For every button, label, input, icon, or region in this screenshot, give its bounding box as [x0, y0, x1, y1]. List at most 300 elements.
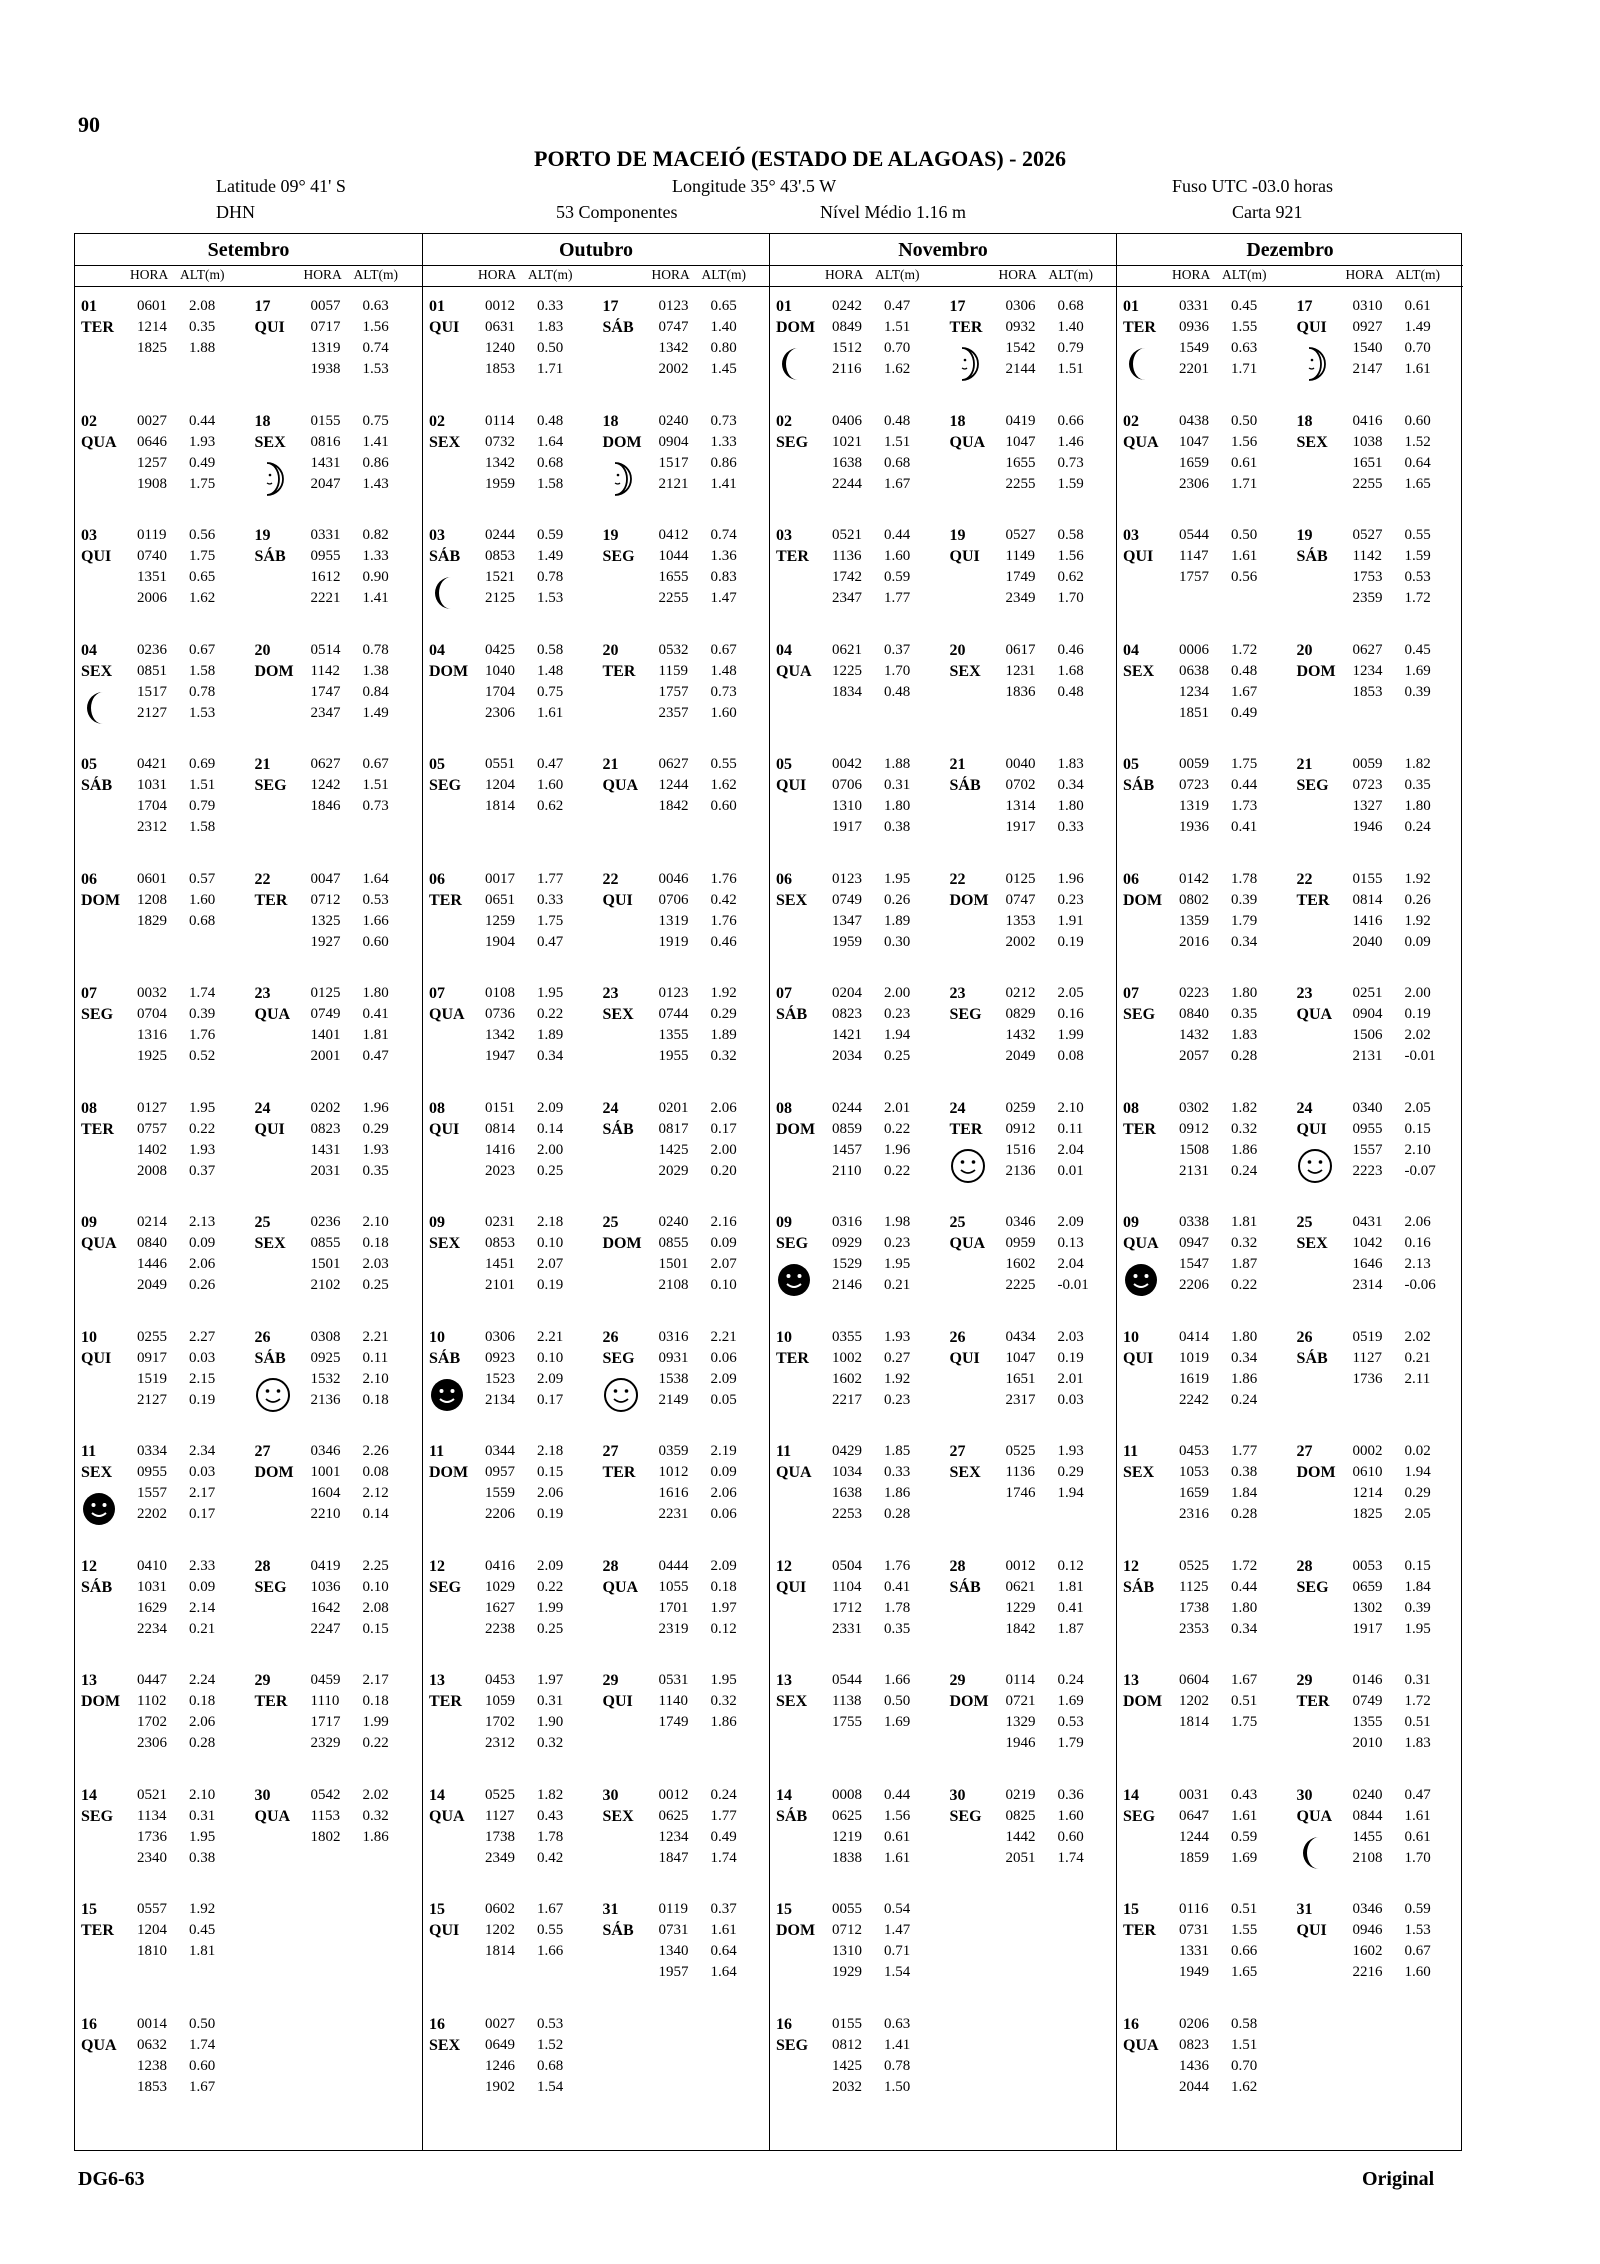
weekday: QUA	[1296, 1006, 1333, 1023]
tide-row	[832, 1848, 924, 1869]
tide-height: 0.31	[884, 777, 911, 793]
tide-height: 0.41	[362, 1006, 389, 1022]
tide-row	[311, 359, 403, 380]
tide-height: 1.80	[362, 985, 389, 1001]
tide-height: 2.07	[537, 1256, 564, 1272]
tide-time: 2319	[658, 1620, 689, 1637]
tide-height: 0.69	[189, 756, 216, 772]
tide-row	[1006, 661, 1098, 682]
tide-row	[1353, 754, 1445, 775]
tide-time: 1532	[310, 1370, 341, 1387]
tide-height: 1.60	[1404, 1964, 1431, 1980]
tide-row	[137, 754, 229, 775]
tide-time: 0955	[310, 548, 341, 564]
weekday: SÁB	[429, 1349, 461, 1367]
tide-list	[1353, 1441, 1445, 1525]
day-entry	[1123, 296, 1289, 407]
tide-time: 1019	[1179, 1349, 1209, 1366]
tide-height: 2.04	[1057, 1141, 1084, 1158]
tide-time: 0346	[1005, 1214, 1036, 1230]
tide-row	[485, 1691, 577, 1712]
tide-time: 1612	[310, 569, 341, 585]
waning-crescent-icon	[81, 690, 117, 726]
tide-row	[1006, 682, 1098, 703]
day-number: 25	[254, 1214, 271, 1231]
tide-row	[1006, 525, 1098, 546]
day-number: 10	[776, 1328, 792, 1346]
tide-row	[137, 338, 229, 359]
tide-list	[832, 1556, 924, 1640]
tide-list	[311, 1556, 403, 1640]
tide-time: 0731	[1179, 1922, 1209, 1938]
day-entry	[429, 525, 595, 636]
tide-height: 1.58	[537, 475, 564, 492]
tide-height: 2.06	[537, 1485, 564, 1501]
day-entry	[81, 983, 247, 1094]
day-entry	[255, 1098, 421, 1209]
tide-row	[1353, 640, 1445, 661]
tide-height: 1.49	[1404, 319, 1431, 335]
tide-height: 1.96	[1057, 870, 1084, 887]
tide-row	[485, 411, 577, 432]
tide-height: 1.86	[710, 1714, 737, 1730]
day-entry	[81, 1785, 247, 1896]
tide-height: 0.18	[362, 1391, 389, 1408]
tide-row	[137, 1577, 229, 1598]
tide-time: 0406	[832, 412, 862, 429]
tide-row	[485, 682, 577, 703]
tide-time: 0747	[1005, 891, 1036, 908]
day-number: 18	[949, 412, 966, 430]
tide-time: 0429	[832, 1443, 862, 1459]
tide-height: 0.02	[1404, 1443, 1431, 1459]
tide-height: 0.41	[884, 1578, 911, 1595]
tide-time: 0527	[1005, 527, 1036, 543]
tide-list	[137, 1556, 229, 1640]
tide-height: 0.47	[537, 933, 564, 950]
tide-list	[1006, 640, 1098, 703]
tide-row	[1179, 1046, 1271, 1067]
tide-list	[311, 1098, 403, 1182]
tide-row	[311, 661, 403, 682]
tide-height: 1.40	[1057, 319, 1084, 335]
tide-height: 1.66	[362, 912, 389, 929]
weekday: QUI	[949, 548, 980, 565]
tide-row	[1179, 296, 1271, 317]
tide-height: 0.19	[1404, 1006, 1431, 1022]
column-header	[304, 267, 399, 283]
weekday: SEG	[429, 1578, 462, 1596]
day-number: 12	[81, 1557, 97, 1575]
tide-time: 0047	[310, 870, 341, 887]
tide-row	[832, 754, 924, 775]
tide-row	[659, 1140, 751, 1161]
tide-height: 2.00	[537, 1141, 564, 1158]
day-number: 15	[429, 1901, 445, 1918]
tide-row	[659, 1962, 751, 1983]
tide-time: 1538	[658, 1370, 689, 1387]
tide-height: 0.29	[710, 1006, 737, 1022]
tide-time: 1602	[1005, 1256, 1036, 1272]
tide-time: 0125	[310, 985, 341, 1001]
tide-list	[1179, 869, 1271, 953]
day-entry	[81, 869, 247, 980]
tide-row	[311, 1046, 403, 1067]
tide-time: 2023	[485, 1162, 515, 1179]
day-number: 01	[776, 298, 792, 315]
day-number: 13	[429, 1672, 445, 1689]
weekday: TER	[254, 891, 288, 909]
weekday: QUI	[81, 1349, 112, 1367]
day-entry	[1297, 1785, 1463, 1896]
day-entry	[950, 869, 1116, 980]
tide-list	[485, 1556, 577, 1640]
tide-time: 1421	[832, 1027, 862, 1043]
tide-row	[659, 703, 751, 724]
day-entry	[429, 1327, 595, 1438]
tide-row	[137, 1619, 229, 1640]
tide-list	[659, 1327, 751, 1411]
tide-time: 1231	[1005, 662, 1036, 679]
tide-row	[311, 1025, 403, 1046]
weekday: SEG	[1123, 1807, 1156, 1825]
tide-height: 2.08	[189, 298, 216, 314]
tide-height: 1.51	[884, 433, 911, 450]
tide-row	[311, 1327, 403, 1348]
tide-height: 1.62	[189, 590, 216, 606]
tide-height: 1.67	[189, 2078, 216, 2095]
alt-header: ALT(m)	[353, 267, 398, 282]
tide-height: 1.71	[1231, 475, 1258, 492]
tide-row	[311, 525, 403, 546]
tide-height: 1.41	[362, 433, 389, 450]
tide-height: 0.42	[710, 891, 737, 908]
day-entry	[255, 983, 421, 1094]
day-entry	[429, 754, 595, 865]
tide-height: 0.90	[362, 569, 389, 585]
tide-row	[832, 2014, 924, 2035]
day-entry	[1297, 1670, 1463, 1781]
tide-row	[832, 546, 924, 567]
tide-row	[1006, 1275, 1098, 1296]
tide-list	[1179, 1212, 1271, 1296]
tide-height: 1.78	[537, 1828, 564, 1845]
tide-height: 0.52	[189, 1048, 216, 1064]
tide-time: 1834	[832, 683, 862, 700]
tide-row	[137, 525, 229, 546]
tide-height: 1.80	[1231, 1328, 1258, 1345]
tide-row	[832, 1004, 924, 1025]
tide-height: 0.32	[1231, 1235, 1258, 1251]
tide-row	[1179, 1441, 1271, 1462]
weekday: QUA	[949, 433, 986, 451]
weekday: TER	[1123, 1120, 1156, 1138]
tide-row	[832, 338, 924, 359]
tide-row	[1179, 775, 1271, 796]
tide-row	[832, 453, 924, 474]
tide-time: 0717	[310, 319, 341, 335]
tide-time: 1153	[310, 1807, 340, 1824]
tide-height: 1.66	[537, 1943, 564, 1959]
day-number: 09	[81, 1214, 97, 1231]
tide-time: 0855	[310, 1235, 341, 1251]
day-number: 08	[1123, 1099, 1139, 1117]
tide-time: 1202	[1179, 1693, 1209, 1709]
day-number: 15	[81, 1901, 97, 1918]
tide-time: 1319	[658, 912, 689, 929]
tide-row	[1006, 359, 1098, 380]
tide-height: 0.35	[189, 319, 216, 335]
tide-time: 0955	[1352, 1120, 1383, 1137]
tide-row	[1179, 546, 1271, 567]
tide-time: 0108	[485, 985, 515, 1001]
tide-list	[659, 1098, 751, 1182]
full-moon-icon	[1297, 1148, 1333, 1184]
day-number: 06	[429, 870, 445, 888]
tide-time: 0412	[658, 527, 689, 543]
tide-height: 0.59	[884, 569, 911, 585]
tide-row	[137, 1462, 229, 1483]
tide-row	[311, 1691, 403, 1712]
day-entry	[603, 983, 769, 1094]
day-number: 28	[1296, 1557, 1313, 1575]
tide-time: 2255	[1005, 475, 1036, 492]
longitude-label: Longitude 35° 43'.5 W	[672, 176, 837, 196]
tide-time: 1904	[485, 933, 515, 950]
tide-height: 1.61	[1404, 1807, 1431, 1824]
tide-height: 2.09	[1057, 1214, 1084, 1230]
tide-time: 0904	[1352, 1006, 1383, 1022]
tide-height: 0.34	[537, 1048, 564, 1064]
tide-height: 1.61	[710, 1922, 737, 1938]
tide-row	[311, 1441, 403, 1462]
tide-row	[485, 546, 577, 567]
tide-time: 1917	[832, 819, 862, 835]
tide-list	[659, 869, 751, 953]
column-header	[1346, 267, 1441, 283]
waning-crescent-icon	[429, 575, 465, 611]
tide-row	[485, 1119, 577, 1140]
tide-row	[485, 453, 577, 474]
full-moon-icon	[255, 1377, 291, 1413]
tide-height: 2.06	[710, 1099, 737, 1116]
tide-row	[659, 338, 751, 359]
tide-time: 1742	[832, 569, 862, 585]
tide-time: 0912	[1179, 1120, 1209, 1137]
tide-height: 0.68	[884, 454, 911, 471]
tide-height: 1.96	[362, 1099, 389, 1116]
month-divider	[423, 265, 769, 266]
tide-height: 1.61	[1231, 1807, 1258, 1824]
tide-height: 0.39	[1404, 1599, 1431, 1616]
hora-header: HORA	[825, 267, 864, 282]
tide-height: 2.06	[1404, 1214, 1431, 1230]
tide-height: 2.17	[189, 1485, 216, 1501]
tide-row	[137, 2014, 229, 2035]
tide-time: 1842	[1005, 1620, 1036, 1637]
tide-height: 0.42	[537, 1849, 564, 1866]
tide-row	[1353, 1712, 1445, 1733]
tide-time: 2125	[485, 590, 515, 606]
tide-height: 0.61	[884, 1828, 911, 1845]
tide-time: 2349	[1005, 590, 1036, 606]
tide-time: 2108	[1352, 1849, 1383, 1866]
weekday: DOM	[949, 891, 989, 909]
tide-height: 0.50	[1231, 412, 1258, 429]
day-number: 28	[949, 1557, 966, 1575]
tide-row	[1179, 1369, 1271, 1390]
tide-row	[1006, 1785, 1098, 1806]
tide-row	[485, 1899, 577, 1920]
tide-row	[1006, 1327, 1098, 1348]
tide-height: 0.09	[710, 1235, 737, 1251]
tide-row	[485, 1441, 577, 1462]
tide-time: 1757	[658, 683, 689, 700]
tide-time: 1501	[658, 1256, 689, 1272]
tide-time: 0912	[1005, 1120, 1036, 1137]
tide-height: 0.14	[362, 1506, 389, 1522]
tide-height: 0.35	[884, 1620, 911, 1637]
day-number: 04	[429, 641, 445, 659]
tide-height: 1.94	[1057, 1485, 1084, 1501]
weekday: QUA	[81, 1235, 117, 1252]
tide-height: 2.21	[710, 1328, 737, 1345]
weekday: SEG	[1296, 777, 1329, 794]
tide-time: 2206	[485, 1506, 515, 1522]
tide-list	[659, 1670, 751, 1733]
tide-height: 0.50	[884, 1693, 911, 1709]
tide-height: 0.09	[710, 1464, 737, 1480]
day-number: 05	[776, 756, 792, 773]
tide-row	[485, 1556, 577, 1577]
tide-height: 1.61	[1231, 548, 1258, 564]
tide-height: 0.68	[537, 454, 564, 471]
day-entry	[1123, 1098, 1289, 1209]
tide-list	[485, 296, 577, 380]
tide-time: 2131	[1179, 1162, 1209, 1179]
tide-height: 0.65	[189, 569, 216, 585]
tide-row	[1179, 1390, 1271, 1411]
tide-height: 1.41	[884, 2036, 911, 2053]
tide-row	[1353, 525, 1445, 546]
tide-time: 0240	[1352, 1786, 1383, 1803]
tide-time: 0123	[658, 985, 689, 1001]
day-number: 16	[1123, 2015, 1139, 2033]
tide-time: 0551	[485, 756, 515, 772]
tide-row	[1353, 1962, 1445, 1983]
day-entry	[776, 1441, 942, 1552]
weekday: SEG	[254, 1578, 287, 1596]
tide-row	[137, 317, 229, 338]
alt-header: ALT(m)	[875, 267, 920, 282]
tide-height: 0.60	[1404, 412, 1431, 429]
tide-time: 0959	[1005, 1235, 1036, 1251]
tide-list	[659, 1556, 751, 1640]
tide-list	[1353, 1327, 1445, 1390]
tide-height: 0.68	[537, 2057, 564, 2074]
tide-row	[485, 1848, 577, 1869]
day-entry	[429, 411, 595, 522]
tide-list	[137, 1785, 229, 1869]
tide-height: 1.95	[884, 870, 911, 887]
weekday: TER	[602, 1464, 636, 1481]
tide-time: 0459	[310, 1672, 341, 1688]
day-entry	[603, 1441, 769, 1552]
weekday: TER	[81, 1120, 114, 1138]
tide-time: 1814	[485, 798, 515, 814]
tide-height: 1.51	[362, 777, 389, 793]
tide-time: 1949	[1179, 1964, 1209, 1980]
tide-height: 1.41	[710, 475, 737, 492]
tide-time: 0849	[832, 319, 862, 335]
tide-time: 1457	[832, 1141, 862, 1158]
tide-row	[485, 1275, 577, 1296]
tide-time: 0721	[1005, 1693, 1036, 1709]
tide-time: 2047	[310, 475, 341, 492]
tide-list	[1006, 983, 1098, 1067]
day-number: 10	[429, 1328, 445, 1346]
tide-time: 0527	[1352, 527, 1383, 543]
tide-row	[659, 296, 751, 317]
tide-height: 1.61	[537, 704, 564, 721]
tide-time: 1038	[1352, 433, 1383, 450]
tide-height: 0.22	[362, 1735, 389, 1751]
tide-height: 0.70	[884, 340, 911, 356]
day-entry	[603, 525, 769, 636]
tide-height: 0.47	[884, 298, 911, 314]
tide-row	[311, 1670, 403, 1691]
tide-height: 1.81	[1231, 1214, 1258, 1230]
tide-time: 0142	[1179, 870, 1209, 887]
tide-height: 2.06	[189, 1714, 216, 1730]
day-number: 05	[429, 756, 445, 773]
tide-row	[311, 1785, 403, 1806]
tide-row	[1006, 1733, 1098, 1754]
tide-row	[659, 1712, 751, 1733]
tide-height: 1.81	[189, 1943, 216, 1959]
day-entry	[1297, 640, 1463, 751]
weekday: SÁB	[776, 1006, 808, 1023]
tide-row	[311, 754, 403, 775]
tide-height: 1.72	[1404, 590, 1431, 606]
tide-time: 0032	[137, 985, 167, 1001]
weekday: SEG	[776, 1235, 809, 1252]
day-number: 26	[1296, 1328, 1313, 1346]
tide-list	[485, 1441, 577, 1525]
tide-list	[1353, 983, 1445, 1067]
tide-list	[832, 1327, 924, 1411]
tide-time: 0851	[137, 662, 167, 679]
tide-height: 0.35	[362, 1162, 389, 1179]
tide-time: 2340	[137, 1849, 167, 1866]
tide-height: 0.03	[1057, 1391, 1084, 1408]
tide-height: 0.47	[537, 756, 564, 772]
tide-time: 1925	[137, 1048, 167, 1064]
tide-time: 1712	[832, 1599, 862, 1616]
weekday: SEX	[949, 662, 981, 680]
day-entry	[429, 640, 595, 751]
tide-time: 0532	[658, 641, 689, 658]
tide-row	[311, 1598, 403, 1619]
tide-height: 0.22	[884, 1120, 911, 1137]
weekday: SEX	[429, 2036, 461, 2054]
tide-row	[1353, 296, 1445, 317]
tide-height: 1.80	[1231, 1599, 1258, 1616]
day-number: 21	[602, 756, 619, 773]
tide-height: 2.14	[189, 1599, 216, 1616]
tide-row	[1179, 474, 1271, 495]
day-number: 25	[949, 1214, 966, 1231]
